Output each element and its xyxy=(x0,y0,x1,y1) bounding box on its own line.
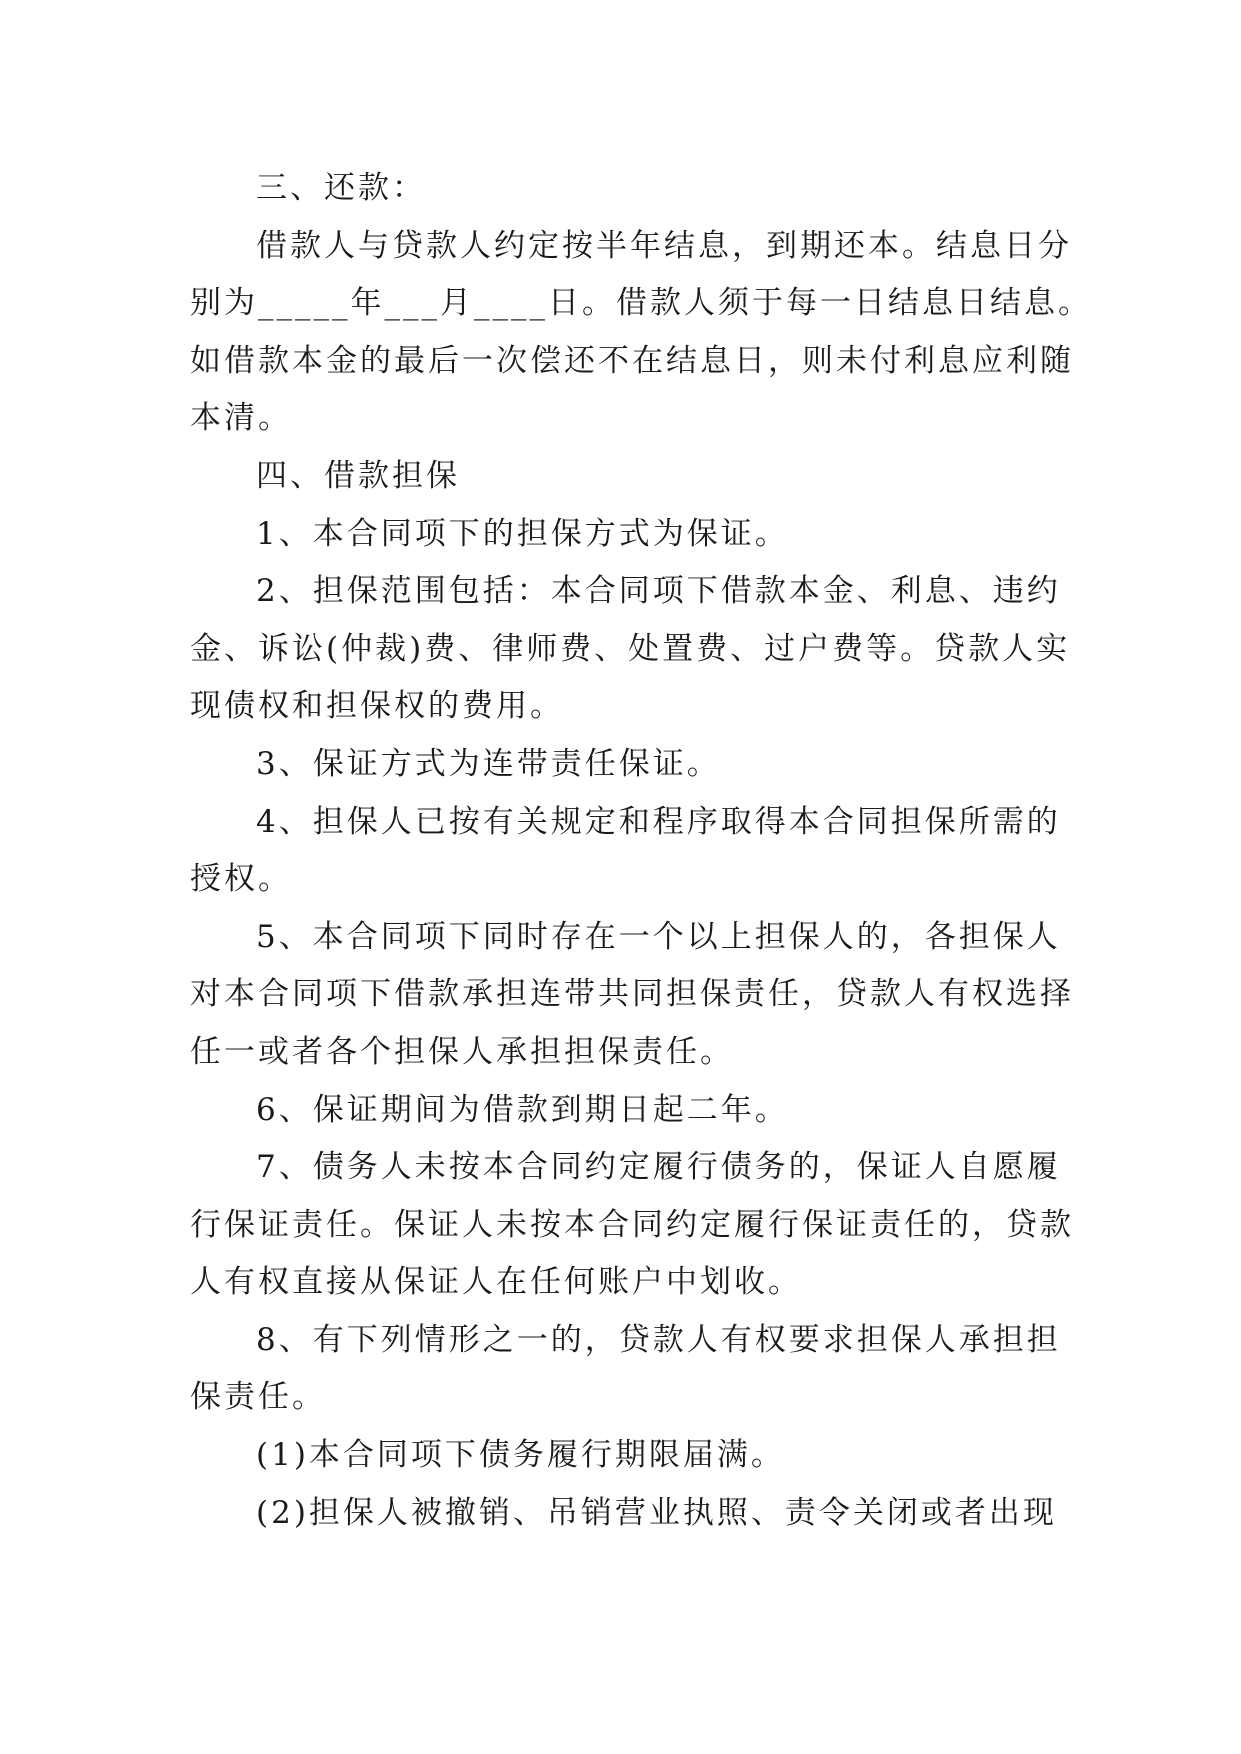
text-line: 本清。 xyxy=(190,400,292,437)
text-line: 借款人与贷款人约定按半年结息，到期还本。结息日分 xyxy=(256,227,1072,264)
text-line: 5、本合同项下同时存在一个以上担保人的，各担保人 xyxy=(256,918,1061,955)
text-line: 人有权直接从保证人在任何账户中划收。 xyxy=(190,1264,802,1301)
text-line: 7、债务人未按本合同约定履行债务的，保证人自愿履 xyxy=(256,1149,1061,1186)
text-line: 任一或者各个担保人承担担保责任。 xyxy=(190,1033,734,1070)
text-line: 8、有下列情形之一的，贷款人有权要求担保人承担担 xyxy=(256,1321,1061,1358)
text-line: (2)担保人被撤销、吊销营业执照、责令关闭或者出现 xyxy=(256,1494,1057,1531)
text-line: 1、本合同项下的担保方式为保证。 xyxy=(256,515,789,552)
document-body xyxy=(190,160,1092,1542)
text-line: 别为_____年___月____日。借款人须于每一日结息日结息。 xyxy=(190,285,1092,322)
text-line: 现债权和担保权的费用。 xyxy=(190,688,564,725)
text-line: 四、借款担保 xyxy=(256,457,460,494)
text-line: 金、诉讼(仲裁)费、律师费、处置费、过户费等。贷款人实 xyxy=(190,630,1071,667)
text-line: 行保证责任。保证人未按本合同约定履行保证责任的，贷款 xyxy=(190,1206,1074,1243)
text-line: 3、保证方式为连带责任保证。 xyxy=(256,745,721,782)
text-line: 2、担保范围包括：本合同项下借款本金、利息、违约 xyxy=(256,573,1061,610)
text-line: 保责任。 xyxy=(190,1379,326,1416)
text-line: 6、保证期间为借款到期日起二年。 xyxy=(256,1091,789,1128)
text-line: 授权。 xyxy=(190,861,292,898)
text-line: 如借款本金的最后一次偿还不在结息日，则未付利息应利随 xyxy=(190,342,1074,379)
text-line: 对本合同项下借款承担连带共同担保责任，贷款人有权选择 xyxy=(190,976,1074,1013)
text-line: 4、担保人已按有关规定和程序取得本合同担保所需的 xyxy=(256,803,1061,840)
text-line: 三、还款： xyxy=(256,170,426,206)
text-line: (1)本合同项下债务履行期限届满。 xyxy=(256,1437,785,1474)
